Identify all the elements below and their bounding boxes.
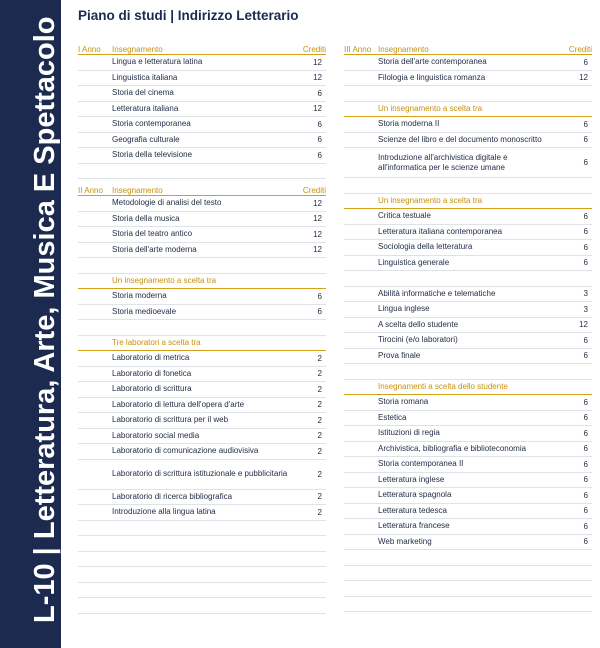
table-row bbox=[78, 413, 326, 429]
other-rows bbox=[344, 287, 592, 365]
course-name: Introduzione all'archivistica digitale e all'informatica per le scienze umane bbox=[378, 152, 508, 172]
labs-label: Tre laboratori a scelta tra bbox=[112, 338, 201, 348]
course-name: Storia contemporanea bbox=[112, 119, 191, 129]
course-name: Filologia e linguistica romanza bbox=[378, 72, 486, 82]
degree-title: L-10 | Letteratura, Arte, Musica E Spettacolo bbox=[29, 16, 61, 623]
choice-header bbox=[344, 194, 592, 210]
table-row bbox=[344, 535, 592, 551]
labs-header bbox=[78, 336, 326, 352]
table-row bbox=[78, 289, 326, 305]
table-row bbox=[344, 426, 592, 442]
table-row bbox=[344, 442, 592, 458]
table-row bbox=[344, 349, 592, 365]
subject-header: Insegnamento bbox=[112, 45, 163, 54]
year1-header bbox=[78, 38, 326, 55]
course-name: Prova finale bbox=[378, 350, 421, 360]
course-credits: 6 bbox=[583, 135, 588, 145]
sidebar-band bbox=[0, 0, 61, 648]
table-row bbox=[78, 133, 326, 149]
choice-header bbox=[344, 102, 592, 118]
course-credits: 6 bbox=[583, 227, 588, 237]
course-name: Storia dell'arte contemporanea bbox=[378, 57, 487, 67]
course-credits: 6 bbox=[583, 258, 588, 268]
course-name: Storia della musica bbox=[112, 213, 180, 223]
course-name: Tirocini (e/o laboratori) bbox=[378, 335, 458, 345]
course-name: A scelta dello studente bbox=[378, 319, 459, 329]
course-credits: 6 bbox=[583, 444, 588, 454]
table-row bbox=[344, 302, 592, 318]
choice1-rows bbox=[78, 289, 326, 320]
course-credits: 6 bbox=[317, 150, 322, 160]
course-credits: 12 bbox=[313, 104, 322, 114]
table-row bbox=[344, 117, 592, 133]
table-row bbox=[78, 398, 326, 414]
course-credits: 2 bbox=[317, 492, 322, 502]
year2-header bbox=[78, 179, 326, 196]
left-column bbox=[78, 38, 326, 614]
course-name: Web marketing bbox=[378, 536, 432, 546]
course-name: Scienze del libro e del documento monoscritto bbox=[378, 134, 542, 144]
course-credits: 12 bbox=[313, 214, 322, 224]
table-row bbox=[344, 395, 592, 411]
year-label: I Anno bbox=[78, 45, 101, 54]
course-name: Letteratura inglese bbox=[378, 474, 445, 484]
table-row bbox=[78, 505, 326, 521]
course-name: Letteratura italiana bbox=[112, 103, 179, 113]
course-name: Storia moderna bbox=[112, 291, 167, 301]
course-credits: 6 bbox=[583, 428, 588, 438]
course-name: Archivistica, bibliografia e biblioteconomia bbox=[378, 443, 527, 453]
course-name: Storia del teatro antico bbox=[112, 229, 193, 239]
year2-rows bbox=[78, 196, 326, 258]
table-row bbox=[78, 382, 326, 398]
table-row bbox=[344, 71, 592, 87]
course-name: Laboratorio di comunicazione audiovisiva bbox=[112, 446, 259, 456]
course-credits: 6 bbox=[317, 119, 322, 129]
course-name: Storia contemporanea II bbox=[378, 459, 464, 469]
table-row bbox=[344, 256, 592, 272]
course-name: Metodologie di analisi del testo bbox=[112, 198, 222, 208]
table-row bbox=[344, 55, 592, 71]
course-credits: 6 bbox=[583, 119, 588, 129]
course-credits: 6 bbox=[317, 88, 322, 98]
table-row bbox=[344, 488, 592, 504]
table-row bbox=[344, 209, 592, 225]
table-row bbox=[78, 490, 326, 506]
course-name: Storia della televisione bbox=[112, 150, 193, 160]
subject-header: Insegnamento bbox=[378, 45, 429, 54]
table-row bbox=[78, 460, 326, 490]
course-name: Laboratorio di lettura dell'opera d'arte bbox=[112, 399, 245, 409]
course-credits: 6 bbox=[583, 413, 588, 423]
right-column bbox=[344, 38, 592, 612]
course-credits: 6 bbox=[317, 135, 322, 145]
course-credits: 6 bbox=[583, 537, 588, 547]
course-name: Geografia culturale bbox=[112, 134, 180, 144]
course-name: Laboratorio di metrica bbox=[112, 353, 190, 363]
course-name: Istituzioni di regia bbox=[378, 428, 440, 438]
course-credits: 2 bbox=[317, 384, 322, 394]
course-name: Letteratura italiana contemporanea bbox=[378, 226, 503, 236]
course-name: Storia dell'arte moderna bbox=[112, 244, 197, 254]
subject-header: Insegnamento bbox=[112, 186, 163, 195]
table-row bbox=[344, 148, 592, 178]
course-credits: 6 bbox=[583, 475, 588, 485]
table-row bbox=[344, 133, 592, 149]
table-row bbox=[78, 71, 326, 87]
table-row bbox=[78, 429, 326, 445]
table-row bbox=[78, 227, 326, 243]
table-row bbox=[78, 196, 326, 212]
course-credits: 2 bbox=[317, 353, 322, 363]
course-credits: 3 bbox=[583, 304, 588, 314]
course-name: Letteratura francese bbox=[378, 521, 450, 531]
course-credits: 6 bbox=[583, 351, 588, 361]
course-credits: 3 bbox=[583, 289, 588, 299]
course-name: Introduzione alla lingua latina bbox=[112, 507, 216, 517]
credits-header: Crediti bbox=[302, 45, 326, 54]
year-label: III Anno bbox=[344, 45, 372, 54]
spacer bbox=[78, 320, 326, 336]
course-credits: 6 bbox=[583, 158, 588, 167]
table-row bbox=[344, 411, 592, 427]
course-name: Storia medioevale bbox=[112, 306, 177, 316]
table-row bbox=[78, 86, 326, 102]
student-choice-label: Insegnamenti a scelta dello studente bbox=[378, 382, 508, 392]
table-row bbox=[78, 351, 326, 367]
course-credits: 12 bbox=[313, 198, 322, 208]
course-credits: 2 bbox=[317, 446, 322, 456]
course-credits: 6 bbox=[583, 335, 588, 345]
course-name: Laboratorio di scrittura istituzionale e pubblicitaria bbox=[112, 469, 288, 478]
course-credits: 2 bbox=[317, 431, 322, 441]
table-row bbox=[344, 240, 592, 256]
course-credits: 6 bbox=[583, 57, 588, 67]
table-row bbox=[78, 148, 326, 164]
course-name: Abilità informatiche e telematiche bbox=[378, 288, 496, 298]
table-row bbox=[344, 457, 592, 473]
year3-header bbox=[344, 38, 592, 55]
course-credits: 12 bbox=[313, 229, 322, 239]
course-credits: 12 bbox=[313, 73, 322, 83]
table-row bbox=[78, 117, 326, 133]
course-credits: 2 bbox=[317, 369, 322, 379]
spacer bbox=[344, 364, 592, 380]
course-credits: 6 bbox=[583, 459, 588, 469]
course-name: Linguistica italiana bbox=[112, 72, 178, 82]
table-row bbox=[344, 504, 592, 520]
course-name: Letteratura spagnola bbox=[378, 490, 452, 500]
year-label: II Anno bbox=[78, 186, 103, 195]
choice-label: Un insegnamento a scelta tra bbox=[378, 196, 483, 206]
table-row bbox=[344, 318, 592, 334]
table-row bbox=[78, 212, 326, 228]
choice-label: Un insegnamento a scelta tra bbox=[112, 276, 217, 286]
year3-rows bbox=[344, 55, 592, 86]
course-name: Storia romana bbox=[378, 397, 429, 407]
course-credits: 6 bbox=[583, 397, 588, 407]
course-credits: 6 bbox=[583, 242, 588, 252]
course-name: Laboratorio di scrittura per il web bbox=[112, 415, 229, 425]
course-name: Linguistica generale bbox=[378, 257, 450, 267]
course-credits: 6 bbox=[583, 490, 588, 500]
spacer bbox=[344, 86, 592, 102]
course-name: Lingua inglese bbox=[378, 304, 430, 314]
table-row bbox=[78, 102, 326, 118]
credits-header: Crediti bbox=[302, 186, 326, 195]
table-row bbox=[78, 444, 326, 460]
course-credits: 12 bbox=[579, 320, 588, 330]
choice3-rows bbox=[344, 209, 592, 271]
course-credits: 6 bbox=[317, 307, 322, 317]
table-row bbox=[78, 243, 326, 259]
student-choice-header bbox=[344, 380, 592, 396]
labs-rows bbox=[78, 351, 326, 521]
course-credits: 12 bbox=[313, 57, 322, 67]
course-name: Critica testuale bbox=[378, 211, 431, 221]
table-row bbox=[344, 519, 592, 535]
course-credits: 2 bbox=[317, 415, 322, 425]
course-credits: 12 bbox=[313, 245, 322, 255]
choice2-rows bbox=[344, 117, 592, 178]
table-row bbox=[78, 55, 326, 71]
spacer bbox=[344, 271, 592, 287]
course-name: Estetica bbox=[378, 412, 407, 422]
table-row bbox=[344, 473, 592, 489]
course-name: Storia moderna II bbox=[378, 119, 440, 129]
choice-label: Un insegnamento a scelta tra bbox=[378, 104, 483, 114]
course-name: Laboratorio social media bbox=[112, 430, 200, 440]
course-credits: 12 bbox=[579, 73, 588, 83]
table-row bbox=[78, 367, 326, 383]
page-title: Piano di studi | Indirizzo Letterario bbox=[78, 8, 299, 23]
student-choice-rows bbox=[344, 395, 592, 550]
spacer bbox=[78, 164, 326, 180]
table-row bbox=[78, 305, 326, 321]
course-credits: 6 bbox=[317, 291, 322, 301]
course-name: Laboratorio di ricerca bibliografica bbox=[112, 491, 233, 501]
course-name: Laboratorio di scrittura bbox=[112, 384, 192, 394]
course-credits: 6 bbox=[583, 211, 588, 221]
course-name: Sociologia della letteratura bbox=[378, 242, 473, 252]
credits-header: Crediti bbox=[568, 45, 592, 54]
course-name: Lingua e letteratura latina bbox=[112, 57, 203, 67]
course-credits: 6 bbox=[583, 521, 588, 531]
course-credits: 2 bbox=[317, 400, 322, 410]
course-name: Letteratura tedesca bbox=[378, 505, 447, 515]
course-credits: 6 bbox=[583, 506, 588, 516]
spacer bbox=[78, 258, 326, 274]
course-name: Storia del cinema bbox=[112, 88, 174, 98]
table-row bbox=[344, 225, 592, 241]
course-name: Laboratorio di fonetica bbox=[112, 368, 192, 378]
table-row bbox=[344, 333, 592, 349]
spacer bbox=[344, 178, 592, 194]
course-credits: 2 bbox=[317, 469, 322, 479]
choice-header bbox=[78, 274, 326, 290]
course-credits: 2 bbox=[317, 507, 322, 517]
year1-rows bbox=[78, 55, 326, 164]
table-row bbox=[344, 287, 592, 303]
